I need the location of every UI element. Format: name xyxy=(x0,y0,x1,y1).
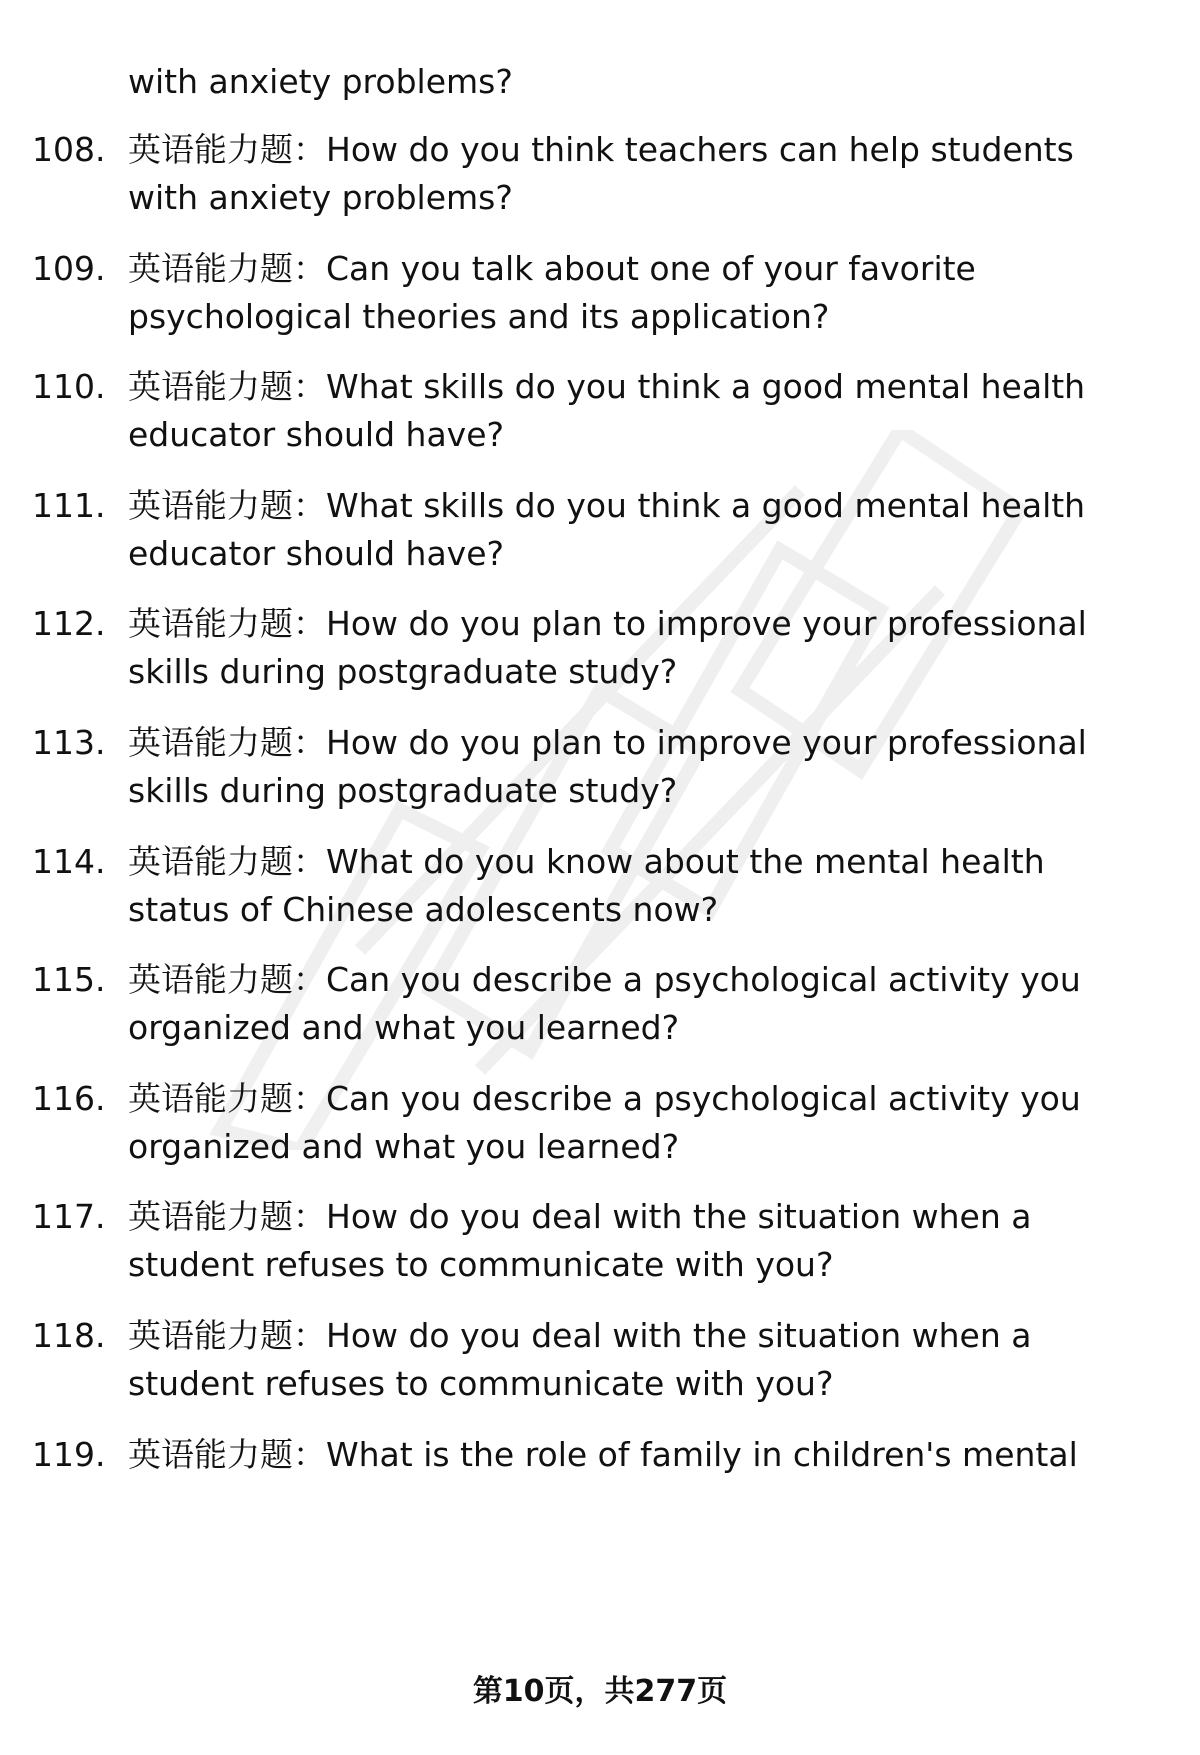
question-line-text: skills during postgraduate study? xyxy=(128,771,678,810)
question-line xyxy=(128,126,1188,174)
question-line-text: How do you plan to improve your professional xyxy=(326,723,1087,762)
question-number: 114. xyxy=(32,842,106,881)
question-line xyxy=(128,363,1188,411)
question-text xyxy=(128,1431,1188,1479)
question-line xyxy=(128,1241,1188,1289)
question-text xyxy=(128,245,1188,341)
question-category-label: 英语能力题： xyxy=(128,1316,326,1355)
question-number: 117. xyxy=(32,1197,106,1236)
question-category-label: 英语能力题： xyxy=(128,367,326,406)
question-line xyxy=(128,482,1188,530)
question-category-label: 英语能力题： xyxy=(128,604,326,643)
page-footer: 第10页，共277页 xyxy=(472,1674,728,1709)
question-number: 110. xyxy=(32,367,106,406)
question-line xyxy=(128,293,1188,341)
question-category-label: 英语能力题： xyxy=(128,960,326,999)
continuation-line: with anxiety problems? xyxy=(128,62,513,101)
question-category-label: 英语能力题： xyxy=(128,842,326,881)
question-line-text: How do you think teachers can help students xyxy=(326,130,1074,169)
question-line xyxy=(128,1360,1188,1408)
question-number: 111. xyxy=(32,486,106,525)
question-line-text: Can you describe a psychological activity you xyxy=(326,960,1081,999)
question-line xyxy=(128,1431,1188,1479)
question-text xyxy=(128,482,1188,578)
question-line-text: What is the role of family in children's mental xyxy=(326,1435,1078,1474)
question-line-text: What skills do you think a good mental health xyxy=(326,367,1086,406)
question-category-label: 英语能力题： xyxy=(128,1079,326,1118)
question-line xyxy=(128,1193,1188,1241)
question-line xyxy=(128,530,1188,578)
question-line xyxy=(128,600,1188,648)
question-text xyxy=(128,838,1188,934)
question-line-text: student refuses to communicate with you? xyxy=(128,1245,834,1284)
question-line-text: organized and what you learned? xyxy=(128,1127,680,1166)
question-line xyxy=(128,956,1188,1004)
question-text xyxy=(128,1075,1188,1171)
question-number: 109. xyxy=(32,249,106,288)
question-line xyxy=(128,174,1188,222)
question-line xyxy=(128,245,1188,293)
question-line-text: What do you know about the mental health xyxy=(326,842,1045,881)
question-line-text: organized and what you learned? xyxy=(128,1008,680,1047)
question-line xyxy=(128,648,1188,696)
question-line-text: skills during postgraduate study? xyxy=(128,652,678,691)
question-line xyxy=(128,1075,1188,1123)
question-number: 116. xyxy=(32,1079,106,1118)
question-line-text: with anxiety problems? xyxy=(128,178,513,217)
question-line xyxy=(128,886,1188,934)
question-text xyxy=(128,600,1188,696)
question-line-text: status of Chinese adolescents now? xyxy=(128,890,719,929)
question-category-label: 英语能力题： xyxy=(128,1435,326,1474)
question-category-label: 英语能力题： xyxy=(128,723,326,762)
question-line-text: Can you describe a psychological activity you xyxy=(326,1079,1081,1118)
question-text xyxy=(128,363,1188,459)
question-line-text: What skills do you think a good mental health xyxy=(326,486,1086,525)
question-line-text: How do you deal with the situation when a xyxy=(326,1197,1032,1236)
question-number: 108. xyxy=(32,130,106,169)
question-line xyxy=(128,767,1188,815)
question-number: 115. xyxy=(32,960,106,999)
question-line xyxy=(128,838,1188,886)
question-line-text: How do you deal with the situation when a xyxy=(326,1316,1032,1355)
question-line-text: How do you plan to improve your professional xyxy=(326,604,1087,643)
question-line-text: psychological theories and its application? xyxy=(128,297,830,336)
question-line xyxy=(128,719,1188,767)
question-number: 118. xyxy=(32,1316,106,1355)
question-number: 112. xyxy=(32,604,106,643)
question-text xyxy=(128,956,1188,1052)
question-category-label: 英语能力题： xyxy=(128,486,326,525)
question-line xyxy=(128,1312,1188,1360)
question-number: 119. xyxy=(32,1435,106,1474)
question-line xyxy=(128,1123,1188,1171)
question-number: 113. xyxy=(32,723,106,762)
question-line xyxy=(128,411,1188,459)
question-line xyxy=(128,1004,1188,1052)
question-text xyxy=(128,1312,1188,1408)
question-line-text: Can you talk about one of your favorite xyxy=(326,249,976,288)
question-text xyxy=(128,126,1188,222)
question-category-label: 英语能力题： xyxy=(128,1197,326,1236)
question-line-text: student refuses to communicate with you? xyxy=(128,1364,834,1403)
question-line-text: educator should have? xyxy=(128,534,505,573)
question-text xyxy=(128,1193,1188,1289)
question-category-label: 英语能力题： xyxy=(128,130,326,169)
question-category-label: 英语能力题： xyxy=(128,249,326,288)
question-text xyxy=(128,719,1188,815)
question-line-text: educator should have? xyxy=(128,415,505,454)
